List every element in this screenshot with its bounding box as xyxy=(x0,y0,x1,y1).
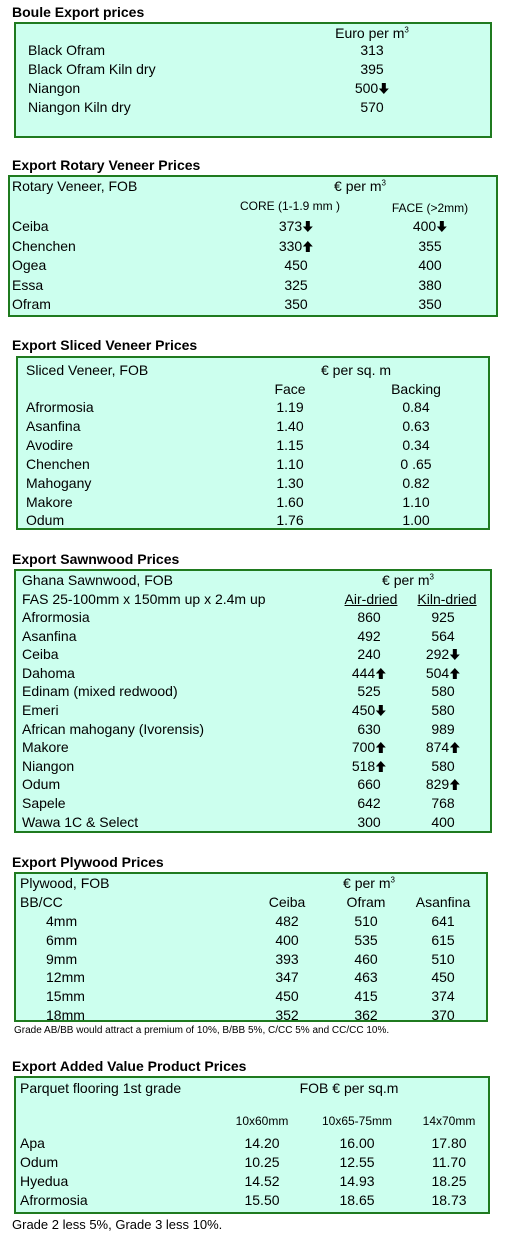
sliced-row-value-2-text: 0.34 xyxy=(402,436,430,453)
added-row-name xyxy=(20,1135,45,1151)
sawn-row-value-2-text: 925 xyxy=(431,609,455,625)
plywood-row-value-1-text: 393 xyxy=(275,950,299,967)
sawn-row-value-1 xyxy=(357,683,380,699)
sawn-row-value-1-text: 240 xyxy=(357,646,381,663)
sawn-row-value-1 xyxy=(357,776,380,792)
sawn-row-name-text: Sapele xyxy=(22,795,66,811)
sawn-row-value-2 xyxy=(426,776,460,792)
sawn-row-value-1 xyxy=(352,758,386,774)
added-row-value-3-text: 18.25 xyxy=(431,1173,467,1189)
sawn-label: Ghana Sawnwood, FOB xyxy=(22,572,173,588)
sliced-row-value-2-text: 1.00 xyxy=(402,512,430,529)
sliced-row-value-2 xyxy=(402,512,429,528)
sawn-row-value-2-text: 580 xyxy=(431,683,455,700)
plywood-row-value-2-text: 510 xyxy=(354,913,378,929)
sliced-unit: € per sq. m xyxy=(320,362,392,378)
sawn-row-name xyxy=(22,758,74,774)
plywood-row-name-text: 12mm xyxy=(46,969,85,986)
added-row-value-2-text: 18.65 xyxy=(339,1192,375,1208)
sliced-row-name xyxy=(26,494,73,510)
sawn-row-value-1-text: 450 xyxy=(351,702,376,718)
plywood-label: Plywood, FOB xyxy=(20,875,110,891)
sawn-row-name-text: Odum xyxy=(22,776,61,793)
added-row-value-3 xyxy=(431,1192,466,1208)
sawn-col-kiln-dried: Kiln-dried xyxy=(417,591,477,607)
added-row-value-2 xyxy=(339,1135,374,1151)
rotary-label: Rotary Veneer, FOB xyxy=(12,178,138,194)
sawn-row-value-1 xyxy=(352,739,386,755)
plywood-row-value-3-text: 450 xyxy=(431,969,455,986)
sawn-row-value-2-text: 580 xyxy=(431,757,455,774)
sawn-row-value-2-text: 564 xyxy=(431,627,455,644)
added-row-name xyxy=(20,1192,88,1208)
boule-row-value-1 xyxy=(360,61,383,77)
added-row-value-3 xyxy=(431,1173,466,1189)
added-row-value-3-text: 11.70 xyxy=(432,1154,466,1170)
sawn-row-value-1 xyxy=(357,814,380,830)
arrow-up-icon xyxy=(450,742,460,753)
plywood-row-value-2 xyxy=(354,1007,377,1023)
added-row-value-2 xyxy=(339,1173,374,1189)
sliced-row-value-2 xyxy=(402,475,429,491)
rotary-row-name-text: Chenchen xyxy=(12,237,76,254)
rotary-row-value-2 xyxy=(418,257,441,273)
sawn-row-name xyxy=(22,628,76,644)
plywood-row-value-2-text: 535 xyxy=(354,931,378,948)
sawn-row-value-2-text: 580 xyxy=(431,702,455,718)
added-row-value-1 xyxy=(244,1173,279,1189)
sliced-row-value-2 xyxy=(402,418,429,434)
boule-row-value-1-text: 500 xyxy=(354,80,379,96)
sawn-row-value-1-text: 444 xyxy=(351,664,376,681)
sawn-row-value-1-text: 700 xyxy=(351,739,376,756)
sliced-col-face: Face xyxy=(274,381,306,397)
sawn-row-value-2 xyxy=(426,739,460,755)
sawn-row-value-2 xyxy=(431,702,454,718)
sawn-row-value-2-text: 504 xyxy=(425,664,450,681)
arrow-down-icon xyxy=(437,221,447,232)
sliced-row-name-text: Chenchen xyxy=(26,455,90,472)
rotary-row-name xyxy=(12,296,51,312)
sawn-row-value-1 xyxy=(352,702,386,718)
rotary-title: Export Rotary Veneer Prices xyxy=(12,157,201,173)
boule-row-name xyxy=(28,99,131,115)
plywood-row-name xyxy=(46,988,85,1004)
sawn-title: Export Sawnwood Prices xyxy=(12,551,180,567)
rotary-col-face: FACE (>2mm) xyxy=(391,201,469,215)
sawn-row-value-1 xyxy=(357,609,380,625)
added-row-value-2-text: 14.93 xyxy=(339,1173,375,1189)
added-row-value-1-text: 15.50 xyxy=(244,1192,280,1208)
sliced-row-value-1-text: 1.19 xyxy=(276,399,304,415)
plywood-row-value-1 xyxy=(275,951,298,967)
rotary-row-value-1-text: 330 xyxy=(278,237,303,254)
rotary-row-name xyxy=(12,238,76,254)
plywood-row-value-1 xyxy=(275,969,298,985)
rotary-row-name xyxy=(12,257,46,273)
added-row-name-text: Afrormosia xyxy=(20,1192,88,1208)
sliced-row-value-1 xyxy=(276,456,303,472)
sliced-row-value-1-text: 1.15 xyxy=(276,436,304,453)
added-row-value-3 xyxy=(432,1154,466,1170)
sawn-row-name-text: Edinam (mixed redwood) xyxy=(22,683,178,700)
sawn-row-value-1 xyxy=(352,665,386,681)
plywood-row-value-1-text: 400 xyxy=(275,931,299,948)
sawn-row-value-2 xyxy=(426,646,460,662)
plywood-row-name-text: 4mm xyxy=(46,913,78,929)
added-row-name-text: Hyedua xyxy=(20,1173,69,1189)
sliced-col-backing: Backing xyxy=(391,381,441,397)
sawn-row-value-1 xyxy=(357,795,380,811)
rotary-row-value-1 xyxy=(279,218,313,234)
added-row-value-3-text: 18.73 xyxy=(431,1192,467,1208)
sawn-col-air-dried: Air-dried xyxy=(344,591,398,607)
arrow-up-icon xyxy=(376,668,386,679)
sliced-row-name-text: Avodire xyxy=(26,436,74,453)
rotary-row-value-1-text: 450 xyxy=(284,257,308,273)
plywood-row-value-3 xyxy=(431,969,454,985)
added-value-note: Grade 2 less 5%, Grade 3 less 10%. xyxy=(12,1217,223,1232)
sawn-row-value-1 xyxy=(357,628,380,644)
sawn-row-name xyxy=(22,665,75,681)
sliced-row-name-text: Afrormosia xyxy=(26,399,94,415)
plywood-row-value-3-text: 374 xyxy=(431,988,455,1005)
plywood-row-value-3-text: 615 xyxy=(431,931,455,948)
boule-row-value-1-text: 570 xyxy=(360,99,384,115)
sliced-row-value-1-text: 1.76 xyxy=(276,512,304,529)
added-row-name-text: Apa xyxy=(20,1135,45,1151)
sliced-row-name-text: Asanfina xyxy=(26,417,81,434)
rotary-row-value-1 xyxy=(279,238,313,254)
sawn-row-name xyxy=(22,702,59,718)
added-row-value-2-text: 16.00 xyxy=(339,1135,375,1151)
added-value-label: Parquet flooring 1st grade xyxy=(20,1080,182,1096)
rotary-row-value-2-text: 400 xyxy=(418,257,442,273)
sliced-row-name-text: Odum xyxy=(26,512,65,529)
boule-row-name xyxy=(28,61,156,77)
sawn-row-value-1-text: 300 xyxy=(357,813,381,830)
sawn-row-name xyxy=(22,683,178,699)
sawn-row-name-text: African mahogany (Ivorensis) xyxy=(22,720,205,737)
sawn-row-value-2-text: 874 xyxy=(425,739,450,756)
boule-row-value-1-text: 313 xyxy=(360,42,384,58)
plywood-row-value-2 xyxy=(354,932,377,948)
sliced-row-value-2-text: 0.63 xyxy=(402,417,430,434)
sliced-row-value-2-text: 0.82 xyxy=(402,474,430,491)
plywood-row-value-2 xyxy=(354,951,377,967)
plywood-title: Export Plywood Prices xyxy=(12,854,164,870)
sawn-row-value-2 xyxy=(431,628,454,644)
plywood-row-name xyxy=(46,1007,85,1023)
sliced-row-value-1 xyxy=(276,399,303,415)
plywood-row-value-2-text: 463 xyxy=(354,969,378,986)
plywood-row-value-1-text: 347 xyxy=(275,969,299,986)
rotary-row-name-text: Essa xyxy=(12,276,44,293)
plywood-row-name-text: 15mm xyxy=(46,988,85,1005)
sawn-row-value-2 xyxy=(431,795,454,811)
boule-row-value-1 xyxy=(360,99,383,115)
added-row-value-1 xyxy=(244,1154,279,1170)
rotary-row-value-1 xyxy=(284,257,307,273)
plywood-row-name-text: 9mm xyxy=(46,950,78,967)
rotary-row-name-text: Ceiba xyxy=(12,218,49,234)
rotary-row-value-2 xyxy=(413,218,447,234)
sawn-row-value-2 xyxy=(431,721,454,737)
rotary-row-value-2-text: 380 xyxy=(418,276,442,293)
sawn-row-value-2 xyxy=(431,683,454,699)
sawn-row-name-text: Niangon xyxy=(22,757,75,774)
sawn-row-value-2 xyxy=(431,609,454,625)
sliced-row-name xyxy=(26,475,91,491)
added-row-value-2 xyxy=(339,1192,374,1208)
sawn-row-value-2-text: 292 xyxy=(425,646,450,663)
sliced-row-value-1 xyxy=(276,475,303,491)
rotary-row-value-2-text: 355 xyxy=(418,237,442,254)
boule-row-name xyxy=(28,80,80,96)
sliced-row-value-2 xyxy=(402,399,429,415)
sawn-row-value-2-text: 989 xyxy=(431,720,455,737)
sawn-row-value-2-text: 400 xyxy=(431,813,455,830)
sawn-row-name xyxy=(22,776,60,792)
sliced-row-name xyxy=(26,399,94,415)
arrow-up-icon xyxy=(376,761,386,772)
sliced-row-value-2-text: 1.10 xyxy=(402,493,430,510)
boule-row-name xyxy=(28,42,105,58)
sliced-row-value-2 xyxy=(400,456,431,472)
sliced-row-value-2-text: 0 .65 xyxy=(400,455,432,472)
plywood-row-value-2-text: 460 xyxy=(354,950,378,967)
boule-row-name-text: Black Ofram Kiln dry xyxy=(28,61,156,77)
sawn-row-value-1-text: 518 xyxy=(351,757,376,774)
boule-row-value-1 xyxy=(355,80,389,96)
rotary-row-name xyxy=(12,277,43,293)
sawn-row-name xyxy=(22,646,59,662)
boule-row-name-text: Black Ofram xyxy=(28,42,106,58)
plywood-col-ceiba: Ceiba xyxy=(268,894,306,910)
plywood-row-value-3-text: 510 xyxy=(431,950,455,967)
plywood-row-value-3 xyxy=(431,913,454,929)
boule-price-box xyxy=(14,22,492,138)
plywood-col-asanfina: Asanfina xyxy=(415,894,471,910)
plywood-row-value-2 xyxy=(354,969,377,985)
sawn-row-name-text: Dahoma xyxy=(22,664,75,681)
rotary-row-name-text: Ofram xyxy=(12,296,51,312)
sawn-row-value-1-text: 660 xyxy=(357,776,381,793)
sawn-row-value-1-text: 642 xyxy=(357,795,381,811)
sawn-row-name-text: Wawa 1C & Select xyxy=(22,813,139,830)
added-value-col-14x70: 14x70mm xyxy=(422,1114,476,1128)
added-value-unit: FOB € per sq.m xyxy=(299,1080,399,1096)
plywood-row-value-3-text: 370 xyxy=(431,1007,455,1023)
plywood-row-value-3 xyxy=(431,932,454,948)
sawn-row-name-text: Asanfina xyxy=(22,627,77,644)
plywood-row-value-3 xyxy=(431,1007,454,1023)
rotary-row-value-1-text: 373 xyxy=(278,218,303,234)
rotary-row-value-1 xyxy=(284,296,307,312)
added-value-col-10x65-75: 10x65-75mm xyxy=(321,1114,393,1128)
sliced-row-value-2 xyxy=(402,494,429,510)
added-row-value-3 xyxy=(431,1135,466,1151)
arrow-up-icon xyxy=(450,779,460,790)
sawn-unit: € per $m^3$ xyxy=(382,572,434,588)
plywood-row-name xyxy=(46,913,77,929)
plywood-row-name xyxy=(46,932,77,948)
arrow-down-icon xyxy=(450,649,460,660)
arrow-up-icon xyxy=(303,241,313,252)
sawn-row-value-1-text: 630 xyxy=(357,720,381,737)
sliced-row-name xyxy=(26,512,64,528)
boule-title: Boule Export prices xyxy=(12,4,145,20)
plywood-grade: BB/CC xyxy=(20,894,63,910)
sliced-row-value-1-text: 1.30 xyxy=(276,474,304,491)
plywood-row-value-2-text: 362 xyxy=(354,1007,378,1023)
plywood-note: Grade AB/BB would attract a premium of 10%, B/BB 5%, C/CC 5% and CC/CC 10%. xyxy=(14,1025,390,1036)
arrow-down-icon xyxy=(379,83,389,94)
sawn-row-value-1-text: 525 xyxy=(357,683,381,700)
added-row-value-1 xyxy=(244,1192,279,1208)
plywood-row-value-3 xyxy=(431,988,454,1004)
sawn-row-name xyxy=(22,739,69,755)
sawn-spec: FAS 25-100mm x 150mm up x 2.4m up xyxy=(22,591,266,607)
plywood-row-name-text: 18mm xyxy=(46,1007,85,1023)
added-value-col-10x60: 10x60mm xyxy=(235,1114,289,1128)
sliced-row-value-1 xyxy=(276,418,303,434)
sliced-label: Sliced Veneer, FOB xyxy=(26,362,149,378)
added-row-value-2-text: 12.55 xyxy=(339,1154,375,1170)
sawn-row-name xyxy=(22,795,66,811)
added-row-value-2 xyxy=(339,1154,374,1170)
arrow-down-icon xyxy=(303,221,313,232)
added-row-value-3-text: 17.80 xyxy=(431,1135,467,1151)
sawn-row-value-2 xyxy=(431,758,454,774)
plywood-row-value-1 xyxy=(275,913,298,929)
sawn-row-value-1-text: 492 xyxy=(357,627,381,644)
rotary-row-value-2 xyxy=(418,238,441,254)
added-row-name xyxy=(20,1154,58,1170)
plywood-row-name xyxy=(46,951,77,967)
sawn-row-value-2-text: 829 xyxy=(425,776,450,793)
added-row-name-text: Odum xyxy=(20,1154,59,1170)
sliced-row-value-1-text: 1.40 xyxy=(276,417,304,434)
rotary-row-value-1 xyxy=(284,277,307,293)
boule-row-name-text: Niangon xyxy=(28,80,81,96)
boule-row-value-1-text: 395 xyxy=(360,61,384,77)
rotary-row-value-2-text: 400 xyxy=(412,218,437,234)
sliced-row-value-1 xyxy=(276,437,303,453)
arrow-up-icon xyxy=(376,742,386,753)
plywood-row-value-3 xyxy=(431,951,454,967)
added-row-name xyxy=(20,1173,68,1189)
arrow-down-icon xyxy=(376,705,386,716)
sliced-row-value-1 xyxy=(276,512,303,528)
added-row-value-1 xyxy=(244,1135,279,1151)
plywood-col-ofram: Ofram xyxy=(346,894,386,910)
sawn-row-value-2 xyxy=(431,814,454,830)
sliced-row-value-1-text: 1.10 xyxy=(276,455,304,472)
sawn-row-value-2-text: 768 xyxy=(431,795,455,811)
sawn-row-value-1 xyxy=(357,646,380,662)
rotary-row-name xyxy=(12,218,49,234)
sawn-row-name-text: Afrormosia xyxy=(22,609,90,625)
plywood-row-value-2 xyxy=(354,913,377,929)
rotary-unit: € per $m^3$ xyxy=(334,178,386,194)
plywood-row-value-2 xyxy=(354,988,377,1004)
boule-row-value-1 xyxy=(360,42,383,58)
arrow-up-icon xyxy=(450,668,460,679)
plywood-row-value-1-text: 482 xyxy=(275,913,299,929)
plywood-row-value-1-text: 450 xyxy=(275,988,299,1005)
sliced-row-name xyxy=(26,418,80,434)
plywood-row-value-2-text: 415 xyxy=(354,988,378,1005)
sawn-row-name-text: Emeri xyxy=(22,702,59,718)
sliced-row-value-2 xyxy=(402,437,429,453)
sliced-row-name xyxy=(26,437,73,453)
boule-row-name-text: Niangon Kiln dry xyxy=(28,99,131,115)
added-row-value-1-text: 10.25 xyxy=(244,1154,280,1170)
sliced-row-name xyxy=(26,456,90,472)
sawn-row-name xyxy=(22,814,138,830)
plywood-row-value-1 xyxy=(275,932,298,948)
rotary-col-core: CORE (1-1.9 mm ) xyxy=(239,199,341,213)
plywood-row-value-1-text: 352 xyxy=(275,1007,299,1023)
sawn-row-name-text: Ceiba xyxy=(22,646,59,663)
sliced-row-value-1-text: 1.60 xyxy=(276,493,304,510)
rotary-row-name-text: Ogea xyxy=(12,257,47,273)
added-row-value-1-text: 14.52 xyxy=(244,1173,280,1189)
plywood-row-value-1 xyxy=(275,1007,298,1023)
sawn-row-value-2 xyxy=(426,665,460,681)
sawn-row-value-1 xyxy=(357,721,380,737)
rotary-row-value-2 xyxy=(418,277,441,293)
sawn-row-name xyxy=(22,609,90,625)
rotary-row-value-2 xyxy=(418,296,441,312)
sawn-row-value-1-text: 860 xyxy=(357,609,381,625)
added-row-value-1-text: 14.20 xyxy=(244,1135,280,1151)
plywood-row-value-3-text: 641 xyxy=(431,913,455,929)
plywood-row-name xyxy=(46,969,85,985)
sliced-row-name-text: Makore xyxy=(26,493,73,510)
added-value-title: Export Added Value Product Prices xyxy=(12,1058,247,1074)
rotary-row-value-1-text: 350 xyxy=(284,296,308,312)
rotary-row-value-1-text: 325 xyxy=(284,276,308,293)
rotary-row-value-2-text: 350 xyxy=(418,296,442,312)
plywood-row-value-1 xyxy=(275,988,298,1004)
sliced-row-name-text: Mahogany xyxy=(26,474,92,491)
sawn-row-name-text: Makore xyxy=(22,739,69,756)
sliced-row-value-1 xyxy=(276,494,303,510)
sliced-row-value-2-text: 0.84 xyxy=(402,399,430,415)
sliced-title: Export Sliced Veneer Prices xyxy=(12,337,198,353)
boule-unit: Euro per $m^3$ xyxy=(335,25,409,41)
plywood-unit: € per $m^3$ xyxy=(343,875,395,891)
plywood-row-name-text: 6mm xyxy=(46,931,78,948)
sawn-row-name xyxy=(22,721,204,737)
